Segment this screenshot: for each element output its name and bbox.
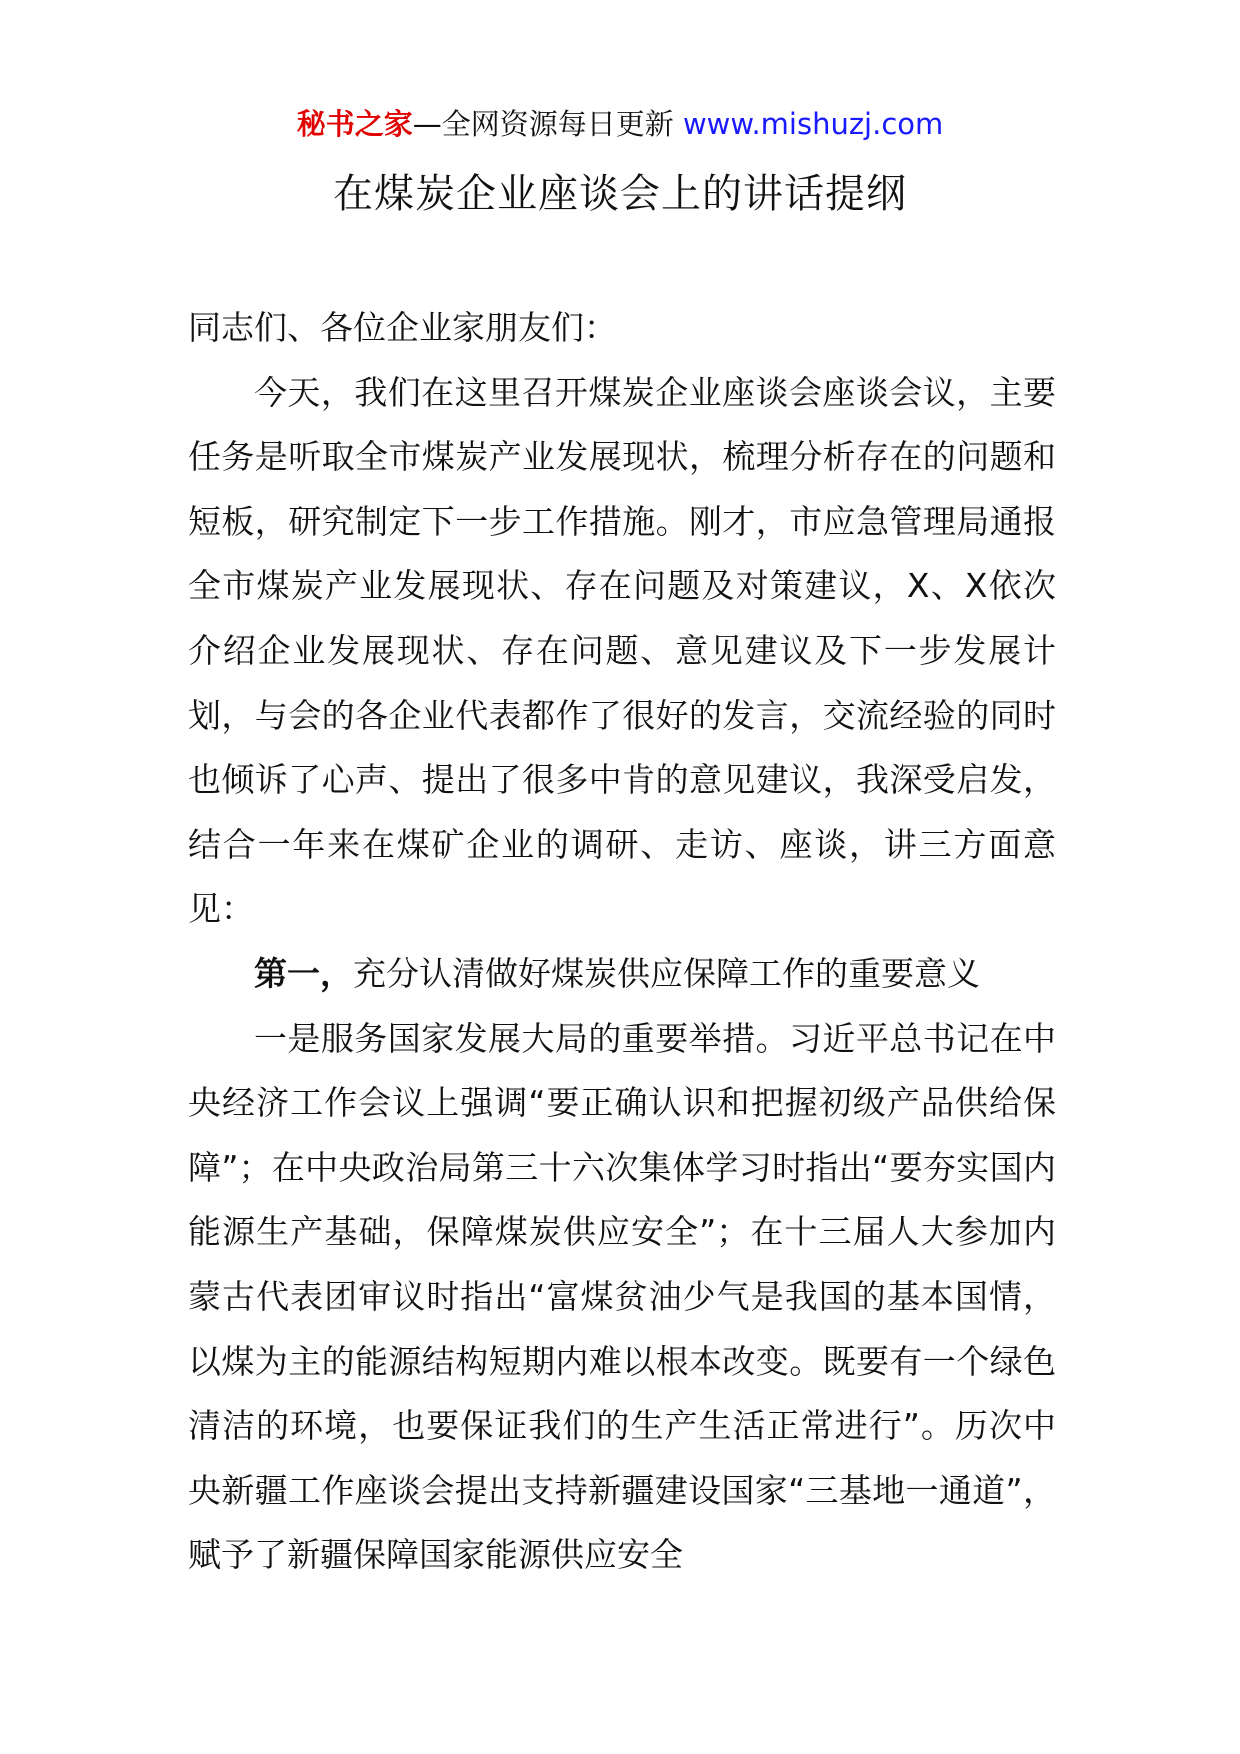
salutation: 同志们、各位企业家朋友们： [188, 308, 617, 347]
section-heading-text: 充分认清做好煤炭供应保障工作的重要意义 [353, 953, 980, 993]
site-url-link[interactable]: www.mishuzj.com [682, 107, 944, 141]
site-slogan: —全网资源每日更新 [412, 107, 683, 141]
paragraph-intro: 今天，我们在这里召开煤炭企业座谈会座谈会议，主要任务是听取全市煤炭产业发展现状，梳理分析存在的问题和短板，研究制定下一步工作措施。刚才，市应急管理局通报全市煤炭产业发展现状、存在问题及对策建议，X、X依次介绍企业发展现状、存在问题、意见建议及下一步发展计划，与会的各企业代表都作了很好的发言，交流经验的同时也倾诉了心声、提出了很多中肯的意见建议，我深受启发，结合一年来在煤矿企业的调研、走访、座谈，讲三方面意见： [188, 372, 1056, 929]
brand-name: 秘书之家 [296, 107, 413, 141]
section-heading-1 [188, 942, 1056, 1007]
document-body [188, 296, 1056, 1588]
section-heading-lead: 第一， [254, 953, 353, 993]
paragraph-point-1: 一是服务国家发展大局的重要举措。习近平总书记在中央经济工作会议上强调“要正确认识和把握初级产品供给保障”；在中央政治局第三十六次集体学习时指出“要夯实国内能源生产基础，保障煤炭供应安全”；在十三届人大参加内蒙古代表团审议时指出“富煤贫油少气是我国的基本国情，以煤为主的能源结构短期内难以根本改变。既要有一个绿色清洁的环境，也要保证我们的生产生活正常进行”。历次中央新疆工作座谈会提出支持新疆建设国家“三基地一通道”，赋予了新疆保障国家能源供应安全 [188, 1018, 1056, 1575]
document-title: 在煤炭企业座谈会上的讲话提纲 [333, 171, 907, 217]
site-header [0, 104, 1240, 144]
